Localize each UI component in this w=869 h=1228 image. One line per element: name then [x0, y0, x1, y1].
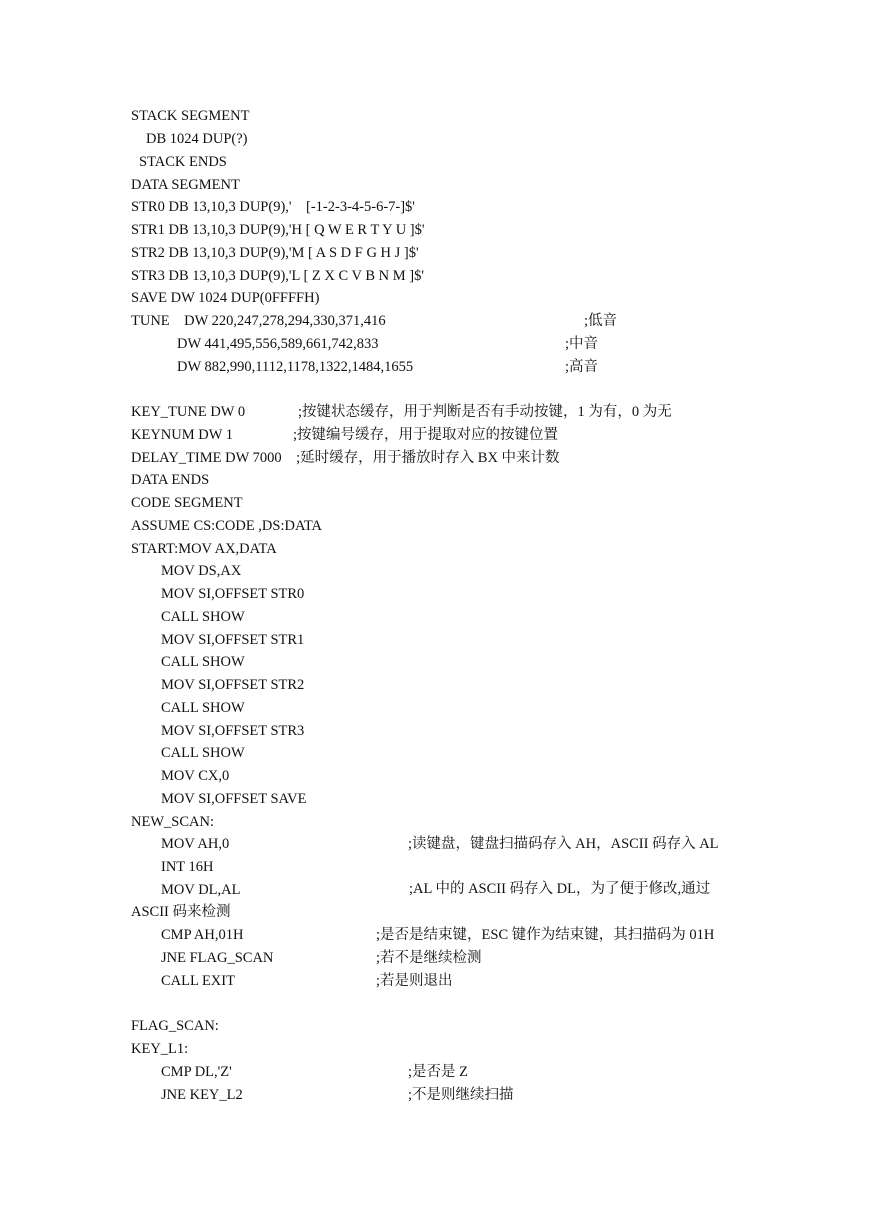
code-line: START:MOV AX,DATA [131, 541, 277, 557]
code-line: MOV SI,OFFSET STR3 [161, 723, 305, 739]
code-line: TUNE DW 220,247,278,294,330,371,416 [131, 313, 386, 329]
code-line: MOV CX,0 [161, 768, 230, 784]
code-line: NEW_SCAN: [131, 814, 214, 830]
code-comment: ;不是则继续扫描 [408, 1087, 514, 1103]
code-line: SAVE DW 1024 DUP(0FFFFH) [131, 290, 320, 306]
code-line: CMP DL,'Z' [161, 1064, 232, 1080]
code-comment: ;是否是 Z [408, 1064, 469, 1080]
code-line: CMP AH,01H [161, 927, 244, 943]
code-line: STACK ENDS [139, 154, 227, 170]
code-line: CALL SHOW [161, 654, 245, 670]
code-line: MOV SI,OFFSET STR2 [161, 677, 305, 693]
code-line: MOV SI,OFFSET STR0 [161, 586, 305, 602]
code-line: STR1 DB 13,10,3 DUP(9),'H [ Q W E R T Y U ]$' [131, 222, 425, 238]
code-line: ASSUME CS:CODE ,DS:DATA [131, 518, 322, 534]
code-line: DW 441,495,556,589,661,742,833 [177, 336, 379, 352]
code-line: STR2 DB 13,10,3 DUP(9),'M [ A S D F G H J ]$' [131, 245, 419, 261]
code-line: MOV SI,OFFSET STR1 [161, 632, 305, 648]
code-comment-wrapped: ;AL 中的 ASCII 码存入 DL，为了便于修改,通过 ASCII 码来检测 [131, 881, 711, 920]
code-comment: ;读键盘，键盘扫描码存入 AH，ASCII 码存入 AL [408, 836, 719, 852]
code-line: CODE SEGMENT [131, 495, 243, 511]
code-line: CALL SHOW [161, 745, 245, 761]
code-line: MOV DL,AL [161, 882, 241, 898]
code-line: KEY_L1: [131, 1041, 189, 1057]
code-line: STR0 DB 13,10,3 DUP(9),' [-1-2-3-4-5-6-7-]$' [131, 199, 415, 215]
code-line: KEY_TUNE DW 0 [131, 404, 246, 420]
code-comment: ;是否是结束键，ESC 键作为结束键，其扫描码为 01H [376, 927, 715, 943]
code-line: KEYNUM DW 1 [131, 427, 234, 443]
code-line: MOV SI,OFFSET SAVE [161, 791, 307, 807]
code-line: DATA SEGMENT [131, 177, 240, 193]
code-line: DELAY_TIME DW 7000 ;延时缓存，用于播放时存入 BX 中来计数 [131, 450, 560, 466]
code-line: DB 1024 DUP(?) [146, 131, 248, 147]
code-line: DW 882,990,1112,1178,1322,1484,1655 [177, 359, 414, 375]
code-line: CALL EXIT [161, 973, 235, 989]
code-line: JNE FLAG_SCAN [161, 950, 274, 966]
code-line: FLAG_SCAN: [131, 1018, 219, 1034]
code-comment: ;若是则退出 [376, 973, 453, 989]
code-line: STACK SEGMENT [131, 108, 250, 124]
code-line: CALL SHOW [161, 609, 245, 625]
code-comment: ;按键编号缓存，用于提取对应的按键位置 [293, 427, 559, 443]
code-comment: ;高音 [565, 359, 599, 375]
code-line: JNE KEY_L2 [161, 1087, 243, 1103]
code-line: STR3 DB 13,10,3 DUP(9),'L [ Z X C V B N M ]$' [131, 268, 424, 284]
code-comment: ;低音 [584, 313, 618, 329]
code-comment: ;按键状态缓存，用于判断是否有手动按键，1 为有，0 为无 [298, 404, 672, 420]
code-line: CALL SHOW [161, 700, 245, 716]
code-line: MOV AH,0 [161, 836, 230, 852]
code-line: DATA ENDS [131, 472, 210, 488]
code-comment: ;中音 [565, 336, 599, 352]
code-line: MOV DS,AX [161, 563, 242, 579]
code-comment: ;若不是继续检测 [376, 950, 482, 966]
code-line: INT 16H [161, 859, 214, 875]
